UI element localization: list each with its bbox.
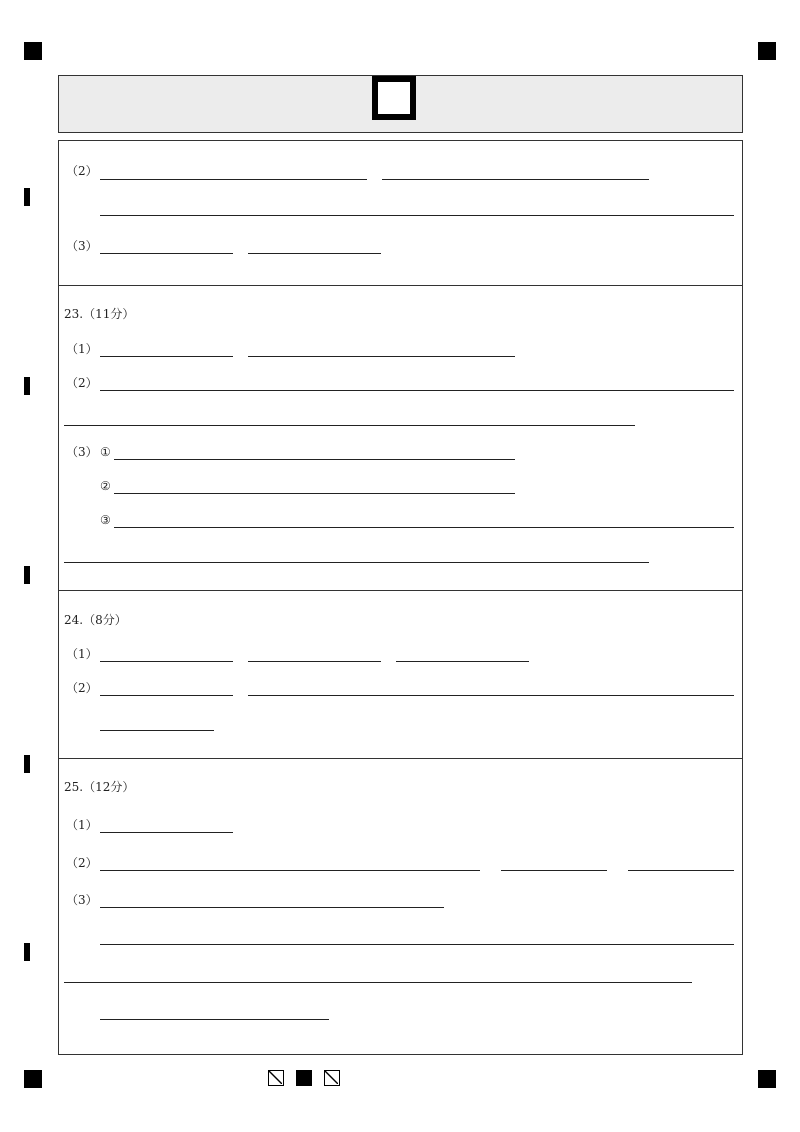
answer-line[interactable] [64,982,692,983]
q24-part-1-label: （1） [66,647,98,661]
answer-line[interactable] [100,390,734,391]
answer-line[interactable] [100,215,734,216]
q25-part-2-label: （2） [66,856,98,870]
q23-title: 23.（11分） [64,307,135,321]
answer-line[interactable] [248,356,515,357]
timing-mark-icon [24,566,30,584]
answer-line[interactable] [114,493,515,494]
answer-line[interactable] [100,253,233,254]
answer-line[interactable] [501,870,607,871]
answer-line[interactable] [248,695,734,696]
corner-mark-bottom-left-icon [24,1070,42,1088]
timing-mark-icon [24,755,30,773]
timing-mark-icon [24,188,30,206]
corner-mark-bottom-right-icon [758,1070,776,1088]
answer-line[interactable] [64,425,635,426]
q22-part-3-label: （3） [66,239,98,253]
answer-line[interactable] [114,527,734,528]
filled-box-icon [296,1070,312,1086]
q22-part-2-label: （2） [66,164,98,178]
hollow-square-mark-icon [372,76,416,120]
answer-line[interactable] [100,661,233,662]
q23-part-2-label: （2） [66,376,98,390]
answer-line[interactable] [114,459,515,460]
answer-line[interactable] [382,179,649,180]
slashed-box-icon [268,1070,284,1086]
answer-line[interactable] [64,562,649,563]
answer-line[interactable] [100,356,233,357]
question-22-section [58,140,743,286]
q23-part-1-label: （1） [66,342,98,356]
corner-mark-top-left-icon [24,42,42,60]
answer-line[interactable] [100,832,233,833]
q23-circled-1-label: ① [100,445,111,459]
answer-line[interactable] [100,179,367,180]
timing-mark-icon [24,377,30,395]
answer-line[interactable] [396,661,529,662]
q25-title: 25.（12分） [64,780,135,794]
q25-part-1-label: （1） [66,818,98,832]
answer-line[interactable] [100,907,444,908]
timing-mark-icon [24,943,30,961]
answer-line[interactable] [100,695,233,696]
q24-part-2-label: （2） [66,681,98,695]
question-23-section [58,285,743,591]
question-24-section [58,590,743,759]
answer-line[interactable] [100,870,480,871]
slashed-box-icon [324,1070,340,1086]
q25-part-3-label: （3） [66,893,98,907]
q23-part-3-label: （3） [66,445,98,459]
q23-circled-2-label: ② [100,479,111,493]
answer-line[interactable] [248,661,381,662]
q23-circled-3-label: ③ [100,513,111,527]
answer-line[interactable] [248,253,381,254]
answer-line[interactable] [100,944,734,945]
answer-line[interactable] [100,730,214,731]
q24-title: 24.（8分） [64,613,127,627]
corner-mark-top-right-icon [758,42,776,60]
answer-line[interactable] [100,1019,329,1020]
answer-line[interactable] [628,870,734,871]
